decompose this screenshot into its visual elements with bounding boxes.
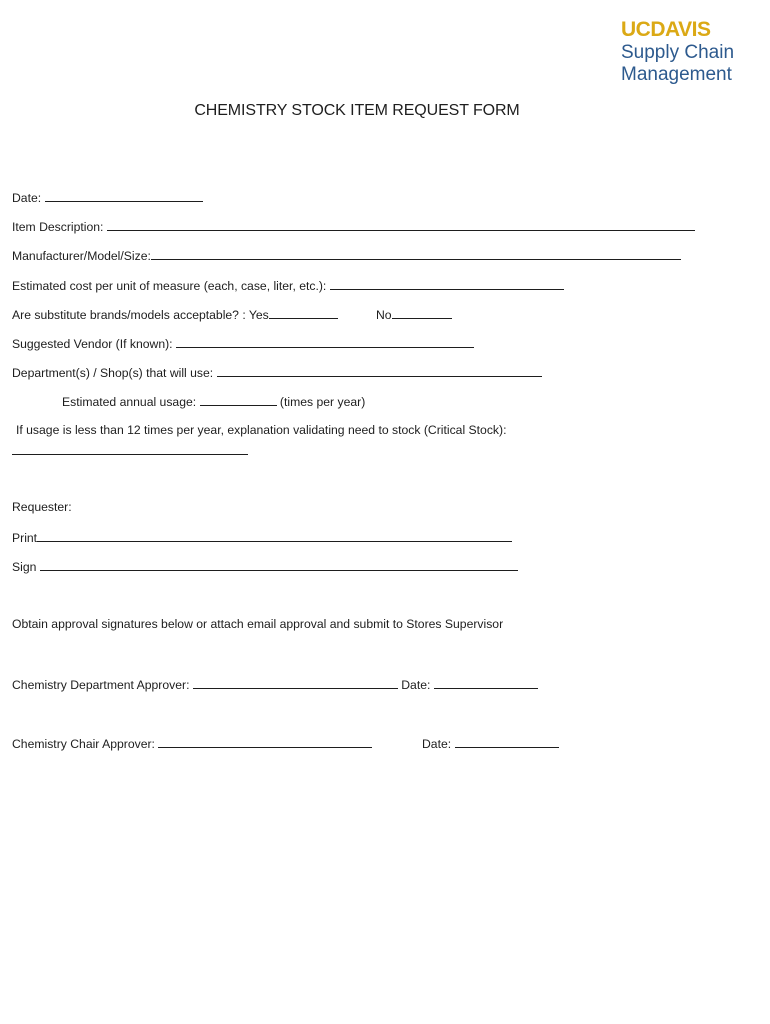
print-row bbox=[12, 529, 512, 546]
annual-usage-field[interactable] bbox=[200, 393, 277, 406]
print-field[interactable] bbox=[37, 529, 512, 542]
department-row bbox=[12, 364, 542, 381]
chair-approver-date-row bbox=[422, 735, 559, 752]
dept-approver-label: Chemistry Department Approver: bbox=[12, 678, 193, 692]
ucdavis-supply-chain-logo bbox=[621, 18, 761, 86]
logo-brand: UCDAVIS bbox=[621, 18, 711, 41]
department-field[interactable] bbox=[217, 364, 542, 377]
usage-explanation-field[interactable] bbox=[12, 442, 248, 455]
logo-line-1: Supply Chain bbox=[621, 42, 735, 63]
department-label: Department(s) / Shop(s) that will use: bbox=[12, 366, 217, 380]
item-description-label: Item Description: bbox=[12, 220, 107, 234]
substitute-no-field[interactable] bbox=[392, 306, 452, 319]
chair-approver-row bbox=[12, 735, 372, 752]
substitute-label: Are substitute brands/models acceptable? : Yes bbox=[12, 308, 269, 322]
sign-row bbox=[12, 558, 518, 575]
dept-approver-field[interactable] bbox=[193, 676, 398, 689]
date-label: Date: bbox=[12, 191, 45, 205]
sign-field[interactable] bbox=[40, 558, 518, 571]
substitute-no-row bbox=[376, 306, 452, 323]
logo-line-2: Management bbox=[621, 64, 732, 85]
chair-approver-field[interactable] bbox=[158, 735, 372, 748]
substitute-row bbox=[12, 306, 338, 323]
usage-explanation-row bbox=[12, 442, 248, 459]
annual-usage-row bbox=[62, 393, 365, 410]
dept-approver-date-label: Date: bbox=[397, 678, 434, 692]
dept-approver-date-field[interactable] bbox=[434, 676, 538, 689]
substitute-no-label: No bbox=[376, 308, 392, 322]
date-row bbox=[12, 189, 203, 206]
form-title: CHEMISTRY STOCK ITEM REQUEST FORM bbox=[194, 102, 520, 119]
date-field[interactable] bbox=[45, 189, 203, 202]
approval-instruction: Obtain approval signatures below or attach email approval and submit to Stores Supervisor bbox=[12, 617, 504, 631]
vendor-label: Suggested Vendor (If known): bbox=[12, 337, 176, 351]
estimated-cost-field[interactable] bbox=[330, 277, 564, 290]
requester-label: Requester: bbox=[12, 500, 72, 514]
chair-approver-date-label: Date: bbox=[422, 737, 455, 751]
estimated-cost-row bbox=[12, 277, 564, 294]
vendor-row bbox=[12, 335, 474, 352]
chair-approver-label: Chemistry Chair Approver: bbox=[12, 737, 159, 751]
manufacturer-field[interactable] bbox=[151, 247, 681, 260]
manufacturer-label: Manufacturer/Model/Size: bbox=[12, 249, 151, 263]
item-description-row bbox=[12, 218, 695, 235]
estimated-cost-label: Estimated cost per unit of measure (each, case, liter, etc.): bbox=[12, 279, 330, 293]
usage-explanation-label: If usage is less than 12 times per year, explanation validating need to stock (Critical Stock): bbox=[16, 423, 507, 437]
dept-approver-row bbox=[12, 676, 538, 693]
vendor-field[interactable] bbox=[176, 335, 474, 348]
substitute-yes-field[interactable] bbox=[269, 306, 338, 319]
item-description-field[interactable] bbox=[107, 218, 695, 231]
print-label: Print bbox=[12, 531, 38, 545]
manufacturer-row bbox=[12, 247, 681, 264]
sign-label: Sign bbox=[12, 560, 40, 574]
annual-usage-label: Estimated annual usage: bbox=[62, 395, 200, 409]
chair-approver-date-field[interactable] bbox=[455, 735, 559, 748]
annual-usage-suffix: (times per year) bbox=[276, 395, 366, 409]
